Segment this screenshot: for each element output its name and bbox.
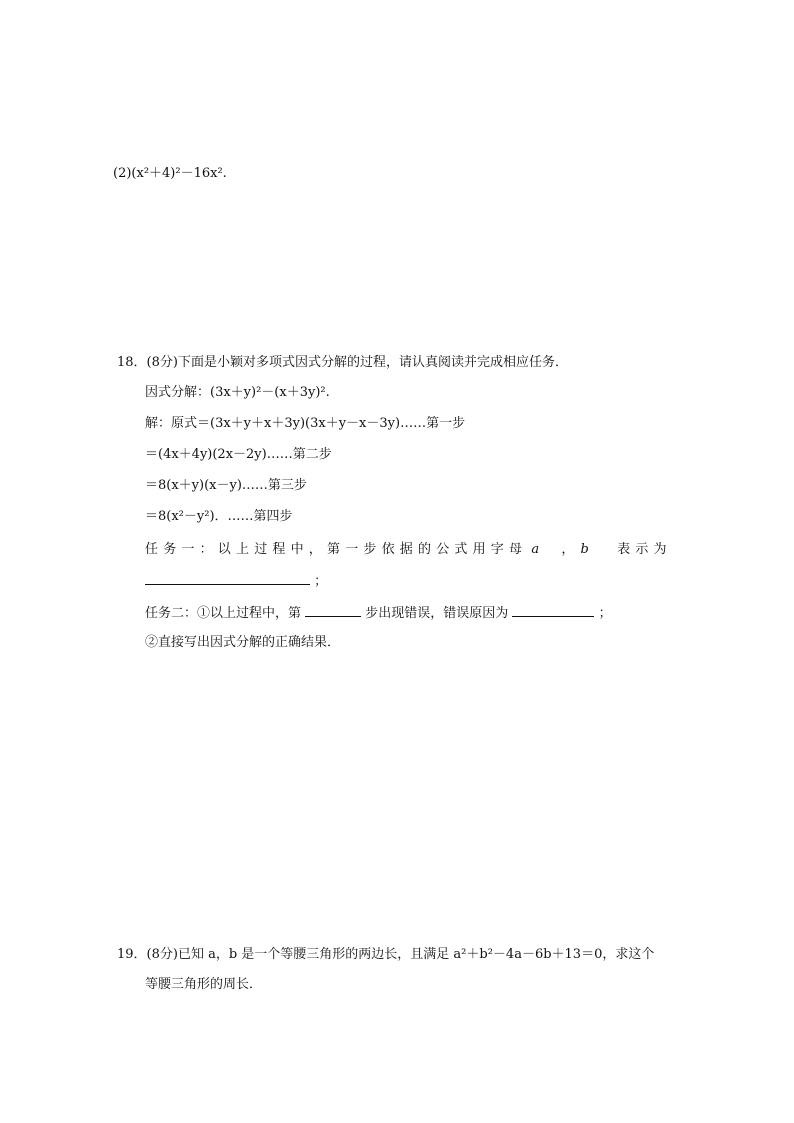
question-18-problem: 因式分解：(3x＋y)²－(x＋3y)². <box>145 385 330 400</box>
task-1-answer-blank[interactable] <box>145 570 310 585</box>
question-18-header: 18．(8分)下面是小颖对多项式因式分解的过程，请认真阅读并完成相应任务． <box>117 355 568 370</box>
question-19-line-1: 19．(8分)已知 a，b 是一个等腰三角形的两边长，且满足 a²＋b²－4a－6b＋13＝0，求这个 <box>117 947 655 962</box>
solution-step-1: 解：原式＝(3x＋y＋x＋3y)(3x＋y－x－3y)……第一步 <box>145 416 466 431</box>
task-2-step-blank[interactable] <box>305 602 361 617</box>
letter-a: a <box>531 542 540 557</box>
task-2-line: 任务二：①以上过程中，第 步出现错误，错误原因为 ； <box>145 602 612 623</box>
task-1-answer-line: ； <box>145 570 327 591</box>
problem-17-part-2 <box>113 165 227 183</box>
solution-step-2: ＝(4x＋4y)(2x－2y)……第二步 <box>145 447 332 462</box>
letter-b: b <box>580 542 589 557</box>
solution-step-3: ＝8(x＋y)(x－y)……第三步 <box>145 478 307 493</box>
task-1-text: 任务一：以上过程中，第一步依据的公式用字母 <box>145 542 528 557</box>
expression-text: (2)(x²＋4)²－16x². <box>113 166 227 181</box>
solution-step-4: ＝8(x²－y²)．……第四步 <box>145 509 293 524</box>
task-2b-line: ②直接写出因式分解的正确结果． <box>145 635 341 650</box>
task-2-reason-blank[interactable] <box>512 602 594 617</box>
task-1-line: 任务一：以上过程中，第一步依据的公式用字母 a ， b 表示为 <box>145 542 672 557</box>
question-19-line-2: 等腰三角形的周长． <box>145 977 263 992</box>
